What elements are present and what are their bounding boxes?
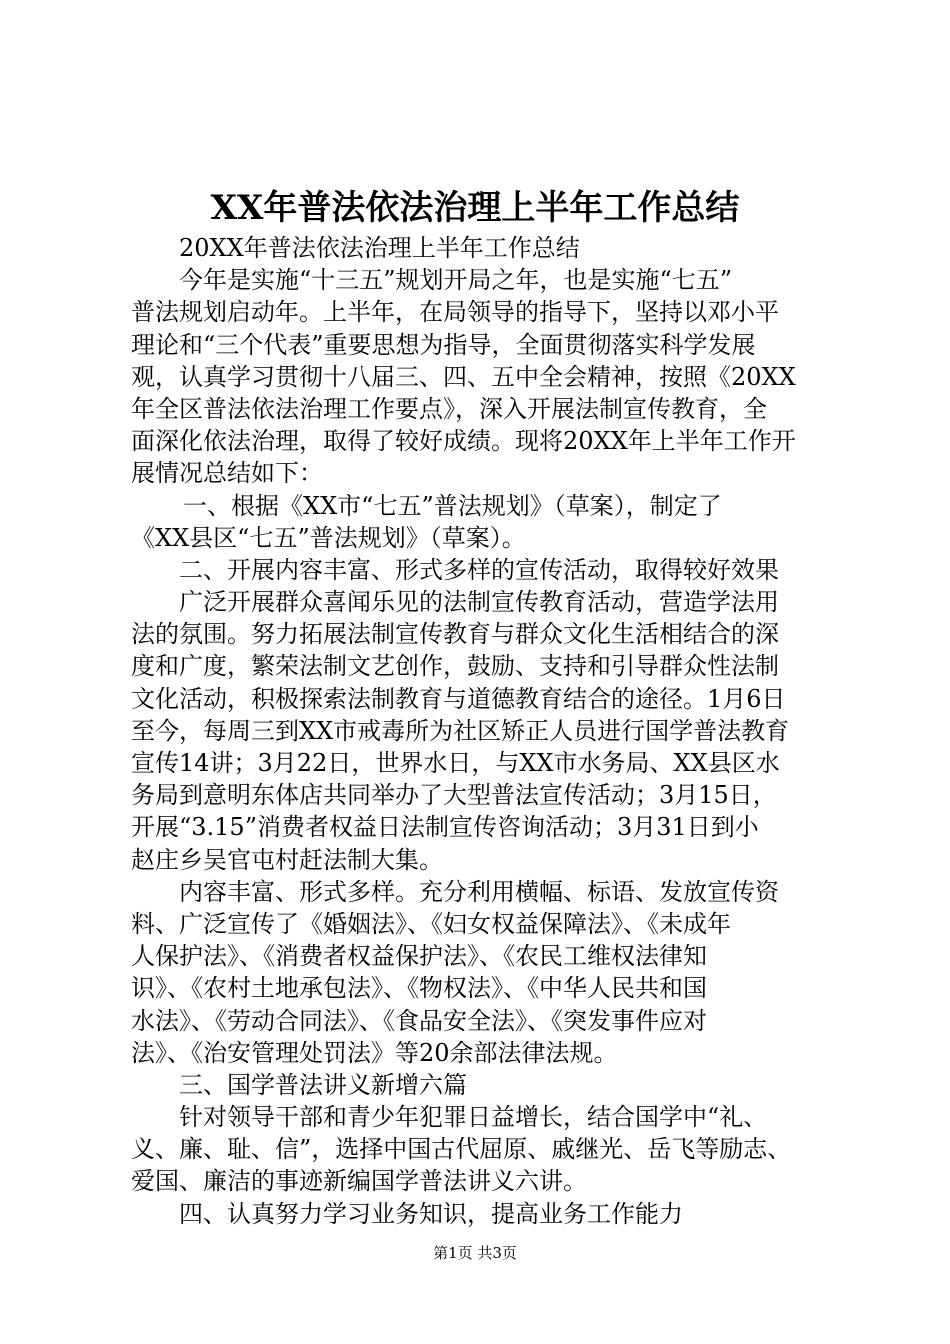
subtitle-line: 20XX年普法依法治理上半年工作总结 bbox=[179, 234, 580, 262]
paragraph-line: 今年是实施“十三五”规划开局之年，也是实施“七五” bbox=[179, 266, 733, 295]
paragraph-line: 义、廉、耻、信”，选择中国古代屈原、戚继光、岳飞等励志、 bbox=[131, 1135, 792, 1164]
paragraph-line: 针对领导干部和青少年犯罪日益增长，结合国学中“礼、 bbox=[179, 1103, 768, 1132]
paragraph-line: 文化活动，积极探索法制教育与道德教育结合的途径。1月6日 bbox=[131, 684, 786, 713]
paragraph-line: 观，认真学习贯彻十八届三、四、五中全会精神，按照《20XX bbox=[131, 362, 796, 391]
paragraph-line: 《XX县区“七五”普法规划》（草案）。 bbox=[131, 523, 526, 552]
section-heading: 四、认真努力学习业务知识，提高业务工作能力 bbox=[179, 1199, 683, 1228]
paragraph-line: 开展“3.15”消费者权益日法制宣传咨询活动；3月31日到小 bbox=[131, 813, 759, 842]
document-title: XX年普法依法治理上半年工作总结 bbox=[210, 188, 740, 228]
paragraph-line: 爱国、廉洁的事迹新编国学普法讲义六讲。 bbox=[131, 1167, 587, 1196]
section-heading: 三、国学普法讲义新增六篇 bbox=[179, 1070, 467, 1099]
paragraph-line: 人保护法》、《消费者权益保护法》、《农民工维权法律知 bbox=[131, 942, 707, 971]
paragraph-line: 面深化依法治理，取得了较好成绩。现将20XX年上半年工作开 bbox=[131, 427, 796, 456]
paragraph-line: 年全区普法依法治理工作要点》，深入开展法制宣传教育，全 bbox=[131, 394, 767, 423]
paragraph-line: 水法》、《劳动合同法》、《食品安全法》、《突发事件应对 bbox=[131, 1006, 707, 1035]
document-body bbox=[131, 232, 831, 1230]
paragraph-line: 度和广度，繁荣法制文艺创作，鼓励、支持和引导群众性法制 bbox=[131, 652, 779, 681]
paragraph-line: 广泛开展群众喜闻乐见的法制宣传教育活动，营造学法用 bbox=[179, 588, 779, 617]
paragraph-line: 普法规划启动年。上半年，在局领导的指导下，坚持以邓小平 bbox=[131, 298, 779, 327]
section-heading: 一、根据《XX市“七五”普法规划》（草案），制定了 bbox=[183, 491, 722, 520]
paragraph-line: 法》、《治安管理处罚法》等20余部法律法规。 bbox=[131, 1038, 618, 1067]
paragraph-line: 宣传14讲；3月22日，世界水日，与XX市水务局、XX县区水 bbox=[131, 749, 780, 777]
paragraph-line: 理论和“三个代表”重要思想为指导，全面贯彻落实科学发展 bbox=[131, 330, 756, 359]
paragraph-line: 至今，每周三到XX市戒毒所为社区矫正人员进行国学普法教育 bbox=[131, 716, 790, 745]
section-heading: 二、开展内容丰富、形式多样的宣传活动，取得较好效果 bbox=[179, 555, 779, 584]
paragraph-line: 法的氛围。努力拓展法制宣传教育与群众文化生活相结合的深 bbox=[131, 620, 779, 649]
paragraph-line: 务局到意明东体店共同举办了大型普法宣传活动；3月15日， bbox=[131, 781, 777, 810]
paragraph-line: 赵庄乡吴官屯村赶法制大集。 bbox=[131, 845, 443, 874]
paragraph-line: 识》、《农村土地承包法》、《物权法》、《中华人民共和国 bbox=[131, 974, 707, 1003]
page-footer: 第1页 共3页 bbox=[433, 1244, 517, 1262]
paragraph-line: 内容丰富、形式多样。充分利用横幅、标语、发放宣传资 bbox=[179, 877, 779, 906]
paragraph-line: 展情况总结如下： bbox=[131, 459, 323, 488]
paragraph-line: 料、广泛宣传了《婚姻法》、《妇女权益保障法》、《未成年 bbox=[131, 909, 731, 938]
